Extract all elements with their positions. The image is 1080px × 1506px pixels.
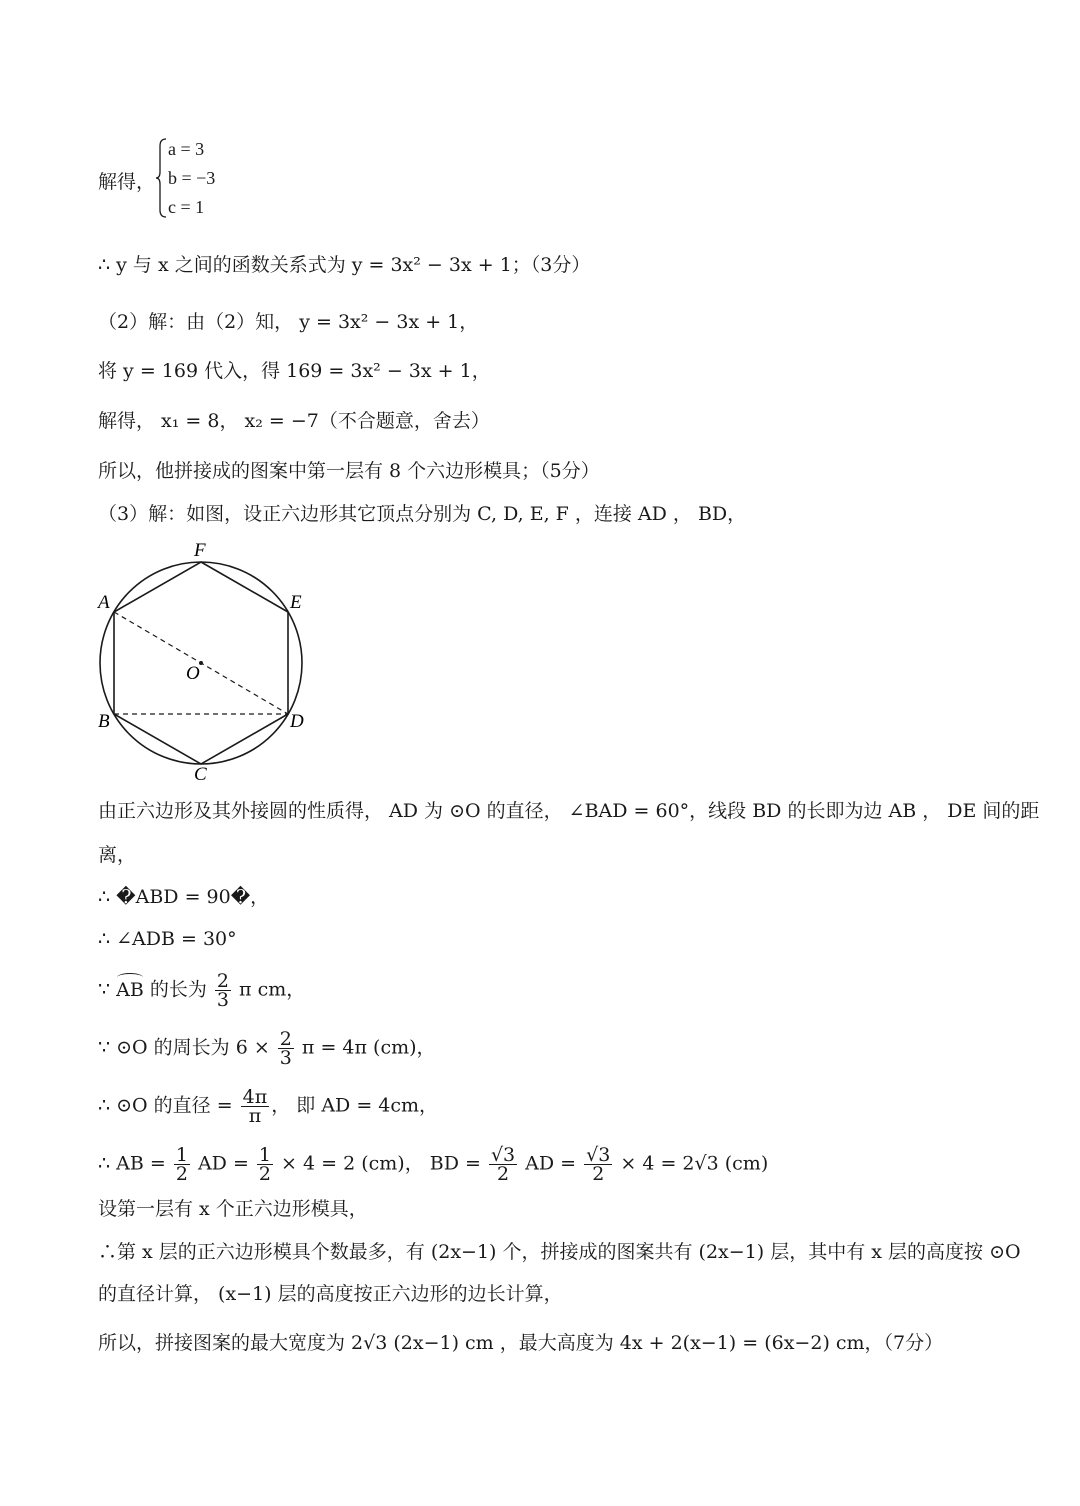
line-diameter: ∴ ⊙O 的直径 = $\frac{4\pi}{\pi}$ ， 即 AD = 4cm， <box>98 1086 439 1127</box>
line-assume-x: 设第一层有 x 个正六边形模具， <box>98 1198 368 1220</box>
label-B: B <box>98 711 110 732</box>
line-roots: 解得， x₁ = 8， x₂ = −7（不合题意，舍去） <box>98 410 490 432</box>
label-A: A <box>98 592 110 613</box>
line-layers-cont: 的直径计算， (x−1) 层的高度按正六边形的边长计算， <box>98 1283 563 1305</box>
fraction: $\frac{√3}{2}$ <box>490 1144 516 1185</box>
line-circumference: ∵ ⊙O 的周长为 6 × $\frac{2}{3}$ π = 4π (cm)， <box>98 1028 436 1069</box>
line-arc-length: ∵ AB 的长为 $\frac{2}{3}$ π cm， <box>98 970 306 1011</box>
line-hexagon-property: 由正六边形及其外接圆的性质得， AD 为 ⊙O 的直径， ∠BAD = 60°，线段 BD 的长即为边 AB ， DE 间的距 <box>98 800 1040 822</box>
line-continuation: 离， <box>98 844 137 866</box>
arc-AB: AB <box>116 978 144 1001</box>
line-part2-start: （2）解：由（2）知， y = 3x² − 3x + 1， <box>98 311 479 333</box>
fraction: $\frac{√3}{2}$ <box>586 1144 611 1185</box>
label-C: C <box>194 764 207 785</box>
hexagon-circle-figure <box>90 538 330 788</box>
label-O: O <box>186 663 200 684</box>
label-F: F <box>194 540 206 561</box>
left-brace-icon <box>155 138 167 218</box>
system-label: 解得， <box>98 171 156 193</box>
line-part3-start: （3）解：如图，设正六边形其它顶点分别为 C, D, E, F ，连接 AD ， BD， <box>98 503 747 525</box>
fraction: $\frac{2}{3}$ <box>216 970 230 1011</box>
fraction: $\frac{4\pi}{\pi}$ <box>242 1086 268 1127</box>
label-D: D <box>290 711 304 732</box>
equation-a: a = 3 <box>168 139 205 159</box>
line-side-lengths: ∴ AB = $\frac{1}{2}$ AD = $\frac{1}{2}$ × 4 = 2 (cm)， BD = $\frac{√3}{2}$ AD = $\frac{√3}{2}$ × 4 = 2√3 (cm) <box>98 1144 769 1185</box>
line-final-answer: 所以，拼接图案的最大宽度为 2√3 (2x−1) cm ，最大高度为 4x + 2(x−1) = (6x−2) cm，（7分） <box>98 1332 944 1354</box>
line-substitute: 将 y = 169 代入，得 169 = 3x² − 3x + 1， <box>98 360 491 382</box>
line-function-relation: ∴ y 与 x 之间的函数关系式为 y = 3x² − 3x + 1；（3分） <box>98 254 591 276</box>
line-layers: ∴第 x 层的正六边形模具个数最多，有 (2x−1) 个，拼接成的图案共有 (2x−1) 层，其中有 x 层的高度按 ⊙O <box>98 1241 1021 1263</box>
fraction: $\frac{2}{3}$ <box>279 1028 292 1069</box>
fraction: $\frac{1}{2}$ <box>175 1144 188 1185</box>
solution-system <box>98 138 298 222</box>
label-E: E <box>290 592 302 613</box>
line-angle-adb: ∴ ∠ADB = 30° <box>98 928 237 950</box>
line-conclusion-part2: 所以，他拼接成的图案中第一层有 8 个六边形模具；（5分） <box>98 460 600 482</box>
fraction: $\frac{1}{2}$ <box>258 1144 271 1185</box>
equation-c: c = 1 <box>168 197 205 217</box>
line-angle-abd: ∴ �ABD = 90�， <box>98 886 270 908</box>
equation-b: b = −3 <box>168 168 216 188</box>
